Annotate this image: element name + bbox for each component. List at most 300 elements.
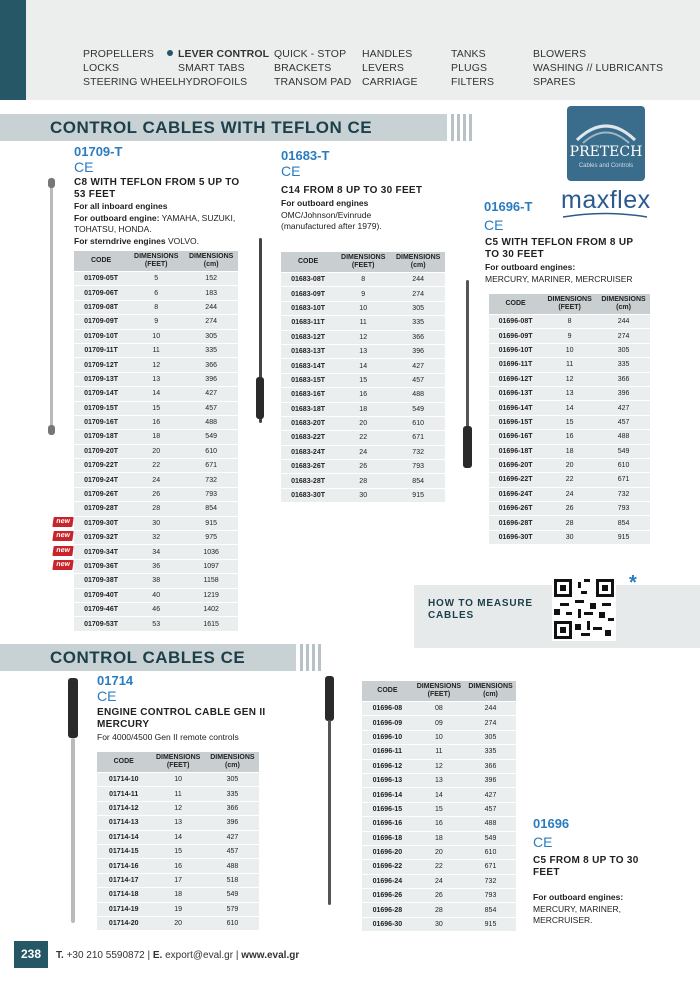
table-cell: 09 bbox=[413, 716, 465, 729]
table-cell: 01714-17 bbox=[97, 874, 150, 887]
table-cell: 244 bbox=[465, 702, 516, 715]
cable-end bbox=[68, 678, 78, 738]
table-row bbox=[74, 430, 238, 443]
table-cell: 366 bbox=[206, 802, 259, 815]
table-row bbox=[74, 531, 238, 544]
table-cell: 488 bbox=[391, 388, 445, 401]
table-cell: 13 bbox=[335, 345, 391, 358]
table-row bbox=[362, 716, 516, 729]
table-cell: 01709-30T bbox=[74, 517, 128, 530]
table-cell: 335 bbox=[391, 316, 445, 329]
table-row bbox=[74, 545, 238, 558]
table-cell: 274 bbox=[597, 329, 650, 342]
pretech-sub: Cables and Controls bbox=[578, 163, 634, 169]
table-cell: 366 bbox=[184, 358, 238, 371]
table-cell: 28 bbox=[413, 903, 465, 916]
cable-image bbox=[50, 183, 53, 428]
table-cell: 549 bbox=[184, 430, 238, 443]
table-cell: 671 bbox=[465, 860, 516, 873]
new-badge: new bbox=[52, 560, 73, 570]
table-cell: 12 bbox=[128, 358, 184, 371]
footer-contact: T. +30 210 5590872 | E. export@eval.gr | www.eval.gr bbox=[56, 950, 300, 961]
table-row bbox=[362, 731, 516, 744]
table-cell: 01709-34T bbox=[74, 545, 128, 558]
table-cell: 396 bbox=[597, 387, 650, 400]
table-cell: 396 bbox=[184, 373, 238, 386]
table-cell: 549 bbox=[465, 832, 516, 845]
table-row bbox=[362, 832, 516, 845]
table-cell: 01683-12T bbox=[281, 331, 335, 344]
table-cell: 01709-14T bbox=[74, 387, 128, 400]
table-cell: 01696-18 bbox=[362, 832, 413, 845]
section-title: CONTROL CABLES WITH TEFLON CE bbox=[50, 118, 373, 137]
table-cell: 13 bbox=[150, 816, 205, 829]
nav-link[interactable]: HYDROFOILS bbox=[178, 76, 248, 88]
table-row bbox=[362, 760, 516, 773]
nav-link[interactable]: BLOWERS bbox=[533, 48, 587, 60]
table-row bbox=[74, 330, 238, 343]
page-number: 238 bbox=[20, 947, 42, 961]
table-row bbox=[74, 344, 238, 357]
table-cell: 01696-20 bbox=[362, 846, 413, 859]
table-row bbox=[362, 817, 516, 830]
table-header-row bbox=[489, 294, 650, 314]
table-row bbox=[489, 416, 650, 429]
table-cell: 22 bbox=[128, 459, 184, 472]
cable-end bbox=[463, 426, 472, 468]
pretech-logo bbox=[567, 106, 645, 181]
table-cell: 10 bbox=[150, 773, 205, 786]
table-header: CODE bbox=[362, 681, 413, 701]
table-cell: 30 bbox=[128, 517, 184, 530]
table-cell: 01683-11T bbox=[281, 316, 335, 329]
table-cell: 01709-15T bbox=[74, 402, 128, 415]
table-cell: 01696-26T bbox=[489, 502, 542, 515]
table-cell: 01714-14 bbox=[97, 831, 150, 844]
table-cell: 24 bbox=[128, 473, 184, 486]
table-cell: 01696-15T bbox=[489, 416, 542, 429]
table-cell: 15 bbox=[335, 374, 391, 387]
table-cell: 549 bbox=[597, 445, 650, 458]
table-cell: 13 bbox=[128, 373, 184, 386]
table-cell: 732 bbox=[184, 473, 238, 486]
table-cell: 14 bbox=[128, 387, 184, 400]
cable-image bbox=[328, 720, 331, 905]
table-cell: 11 bbox=[542, 358, 597, 371]
dimensions-table bbox=[281, 251, 445, 503]
table-cell: 854 bbox=[465, 903, 516, 916]
table-cell: 34 bbox=[128, 545, 184, 558]
table-cell: 01709-10T bbox=[74, 330, 128, 343]
table-row bbox=[74, 502, 238, 515]
ce-mark: CE bbox=[533, 834, 553, 850]
table-row bbox=[489, 315, 650, 328]
table-cell: 427 bbox=[465, 788, 516, 801]
nav-column-6 bbox=[533, 47, 663, 89]
product-description: For outboard engines: MERCURY, MARINER, MERCRUISER. bbox=[533, 892, 624, 925]
table-cell: 11 bbox=[128, 344, 184, 357]
banner-stripes bbox=[451, 114, 472, 141]
table-row bbox=[97, 773, 259, 786]
table-cell: 366 bbox=[597, 373, 650, 386]
table-cell: 18 bbox=[150, 888, 205, 901]
table-cell: 20 bbox=[150, 917, 205, 930]
table-row bbox=[74, 445, 238, 458]
table-cell: 01696-09 bbox=[362, 716, 413, 729]
dimensions-table bbox=[97, 751, 259, 931]
table-cell: 01683-20T bbox=[281, 417, 335, 430]
nav-link[interactable]: SPARES bbox=[533, 76, 576, 88]
nav-column-4 bbox=[362, 47, 418, 89]
table-row bbox=[489, 387, 650, 400]
dimensions-table bbox=[362, 680, 516, 932]
table-cell: 915 bbox=[465, 918, 516, 931]
table-cell: 01709-28T bbox=[74, 502, 128, 515]
cable-image bbox=[71, 738, 75, 923]
table-cell: 01696-28 bbox=[362, 903, 413, 916]
nav-link[interactable]: BRACKETS bbox=[274, 62, 332, 74]
table-cell: 53 bbox=[128, 617, 184, 630]
nav-link[interactable]: SMART TABS bbox=[178, 62, 245, 74]
table-cell: 01696-30T bbox=[489, 531, 542, 544]
table-cell: 01683-13T bbox=[281, 345, 335, 358]
table-cell: 14 bbox=[150, 831, 205, 844]
table-cell: 01683-18T bbox=[281, 403, 335, 416]
table-cell: 08 bbox=[413, 702, 465, 715]
table-cell: 20 bbox=[413, 846, 465, 859]
table-row bbox=[74, 416, 238, 429]
table-row bbox=[74, 589, 238, 602]
table-header: DIMENSIONS (cm) bbox=[206, 752, 259, 772]
nav-link[interactable]: TRANSOM PAD bbox=[274, 76, 352, 88]
table-row bbox=[281, 417, 445, 430]
table-cell: 152 bbox=[184, 272, 238, 285]
table-row bbox=[97, 831, 259, 844]
table-cell: 11 bbox=[413, 745, 465, 758]
table-cell: 30 bbox=[335, 489, 391, 502]
table-cell: 10 bbox=[335, 302, 391, 315]
table-row bbox=[281, 460, 445, 473]
table-cell: 32 bbox=[128, 531, 184, 544]
table-cell: 305 bbox=[465, 731, 516, 744]
table-cell: 610 bbox=[597, 459, 650, 472]
table-cell: 11 bbox=[150, 787, 205, 800]
email-link[interactable]: export@eval.gr bbox=[165, 950, 234, 961]
table-row bbox=[489, 445, 650, 458]
table-row bbox=[74, 603, 238, 616]
product-description: For all inboard engines For outboard engine: YAMAHA, SUZUKI, TOHATSU, HONDA. For sterndrive engines VOLVO. bbox=[74, 201, 236, 246]
table-row bbox=[74, 402, 238, 415]
table-cell: 40 bbox=[128, 589, 184, 602]
table-row bbox=[489, 329, 650, 342]
table-cell: 01696-16 bbox=[362, 817, 413, 830]
table-cell: 610 bbox=[206, 917, 259, 930]
table-row bbox=[97, 903, 259, 916]
nav-link-active[interactable]: LEVER CONTROL bbox=[178, 48, 270, 60]
table-cell: 305 bbox=[391, 302, 445, 315]
table-cell: 01709-09T bbox=[74, 315, 128, 328]
table-cell: 01696-22T bbox=[489, 473, 542, 486]
table-cell: 488 bbox=[465, 817, 516, 830]
table-cell: 01683-08T bbox=[281, 273, 335, 286]
table-header-row bbox=[97, 752, 259, 772]
table-cell: 01709-38T bbox=[74, 574, 128, 587]
table-cell: 366 bbox=[391, 331, 445, 344]
table-cell: 01696-11 bbox=[362, 745, 413, 758]
table-row bbox=[97, 859, 259, 872]
table-cell: 15 bbox=[150, 845, 205, 858]
table-cell: 26 bbox=[413, 889, 465, 902]
qr-code[interactable] bbox=[552, 577, 616, 641]
nav-link[interactable]: PROPELLERS bbox=[83, 48, 155, 60]
table-header: DIMENSIONS (cm) bbox=[184, 251, 238, 271]
cable-end bbox=[48, 178, 55, 188]
nav-accent-bar bbox=[0, 0, 26, 100]
table-row bbox=[489, 430, 650, 443]
table-cell: 274 bbox=[184, 315, 238, 328]
table-cell: 610 bbox=[391, 417, 445, 430]
table-cell: 01696-10 bbox=[362, 731, 413, 744]
website-link[interactable]: www.eval.gr bbox=[241, 950, 300, 961]
table-row bbox=[281, 489, 445, 502]
table-cell: 610 bbox=[184, 445, 238, 458]
product-code: 01714 bbox=[97, 673, 134, 688]
table-cell: 610 bbox=[465, 846, 516, 859]
pretech-name: PRETECH bbox=[569, 144, 643, 160]
table-cell: 24 bbox=[335, 446, 391, 459]
table-cell: 8 bbox=[542, 315, 597, 328]
table-cell: 18 bbox=[128, 430, 184, 443]
table-cell: 15 bbox=[413, 803, 465, 816]
table-cell: 01709-16T bbox=[74, 416, 128, 429]
table-cell: 01714-18 bbox=[97, 888, 150, 901]
table-cell: 1615 bbox=[184, 617, 238, 630]
table-row bbox=[281, 273, 445, 286]
table-cell: 488 bbox=[206, 859, 259, 872]
table-cell: 01696-18T bbox=[489, 445, 542, 458]
table-cell: 01709-18T bbox=[74, 430, 128, 443]
table-cell: 01714-15 bbox=[97, 845, 150, 858]
table-cell: 427 bbox=[206, 831, 259, 844]
table-header: DIMENSIONS (FEET) bbox=[150, 752, 205, 772]
table-cell: 46 bbox=[128, 603, 184, 616]
table-cell: 366 bbox=[465, 760, 516, 773]
table-cell: 8 bbox=[335, 273, 391, 286]
table-cell: 915 bbox=[597, 531, 650, 544]
table-cell: 01696-10T bbox=[489, 344, 542, 357]
table-cell: 28 bbox=[335, 474, 391, 487]
table-row bbox=[362, 918, 516, 931]
table-cell: 396 bbox=[206, 816, 259, 829]
table-cell: 26 bbox=[128, 488, 184, 501]
table-row bbox=[281, 345, 445, 358]
nav-link[interactable]: TANKS bbox=[451, 48, 486, 60]
table-row bbox=[281, 431, 445, 444]
table-cell: 6 bbox=[128, 286, 184, 299]
table-row bbox=[74, 560, 238, 573]
nav-column-1 bbox=[83, 47, 178, 89]
table-cell: 01683-26T bbox=[281, 460, 335, 473]
table-header: DIMENSIONS (cm) bbox=[391, 252, 445, 272]
nav-link[interactable]: FILTERS bbox=[451, 76, 495, 88]
table-cell: 1402 bbox=[184, 603, 238, 616]
table-cell: 915 bbox=[184, 517, 238, 530]
table-header: CODE bbox=[74, 251, 128, 271]
how-to-measure-label[interactable]: HOW TO MEASURE CABLES bbox=[428, 598, 533, 621]
table-row bbox=[362, 889, 516, 902]
table-row bbox=[97, 874, 259, 887]
table-cell: 38 bbox=[128, 574, 184, 587]
nav-link[interactable]: CARRIAGE bbox=[362, 76, 418, 88]
table-cell: 22 bbox=[542, 473, 597, 486]
table-cell: 9 bbox=[128, 315, 184, 328]
table-cell: 915 bbox=[391, 489, 445, 502]
table-row bbox=[281, 446, 445, 459]
table-cell: 01714-13 bbox=[97, 816, 150, 829]
table-row bbox=[97, 816, 259, 829]
table-cell: 671 bbox=[391, 431, 445, 444]
table-cell: 549 bbox=[206, 888, 259, 901]
table-row bbox=[281, 331, 445, 344]
table-row bbox=[281, 374, 445, 387]
cable-end bbox=[256, 377, 264, 419]
table-cell: 183 bbox=[184, 286, 238, 299]
table-cell: 427 bbox=[597, 401, 650, 414]
table-cell: 36 bbox=[128, 560, 184, 573]
table-cell: 01696-11T bbox=[489, 358, 542, 371]
banner-stripes bbox=[300, 644, 321, 671]
table-row bbox=[489, 473, 650, 486]
table-row bbox=[74, 272, 238, 285]
nav-link[interactable]: QUICK - STOP bbox=[274, 48, 347, 60]
nav-link[interactable]: LOCKS bbox=[83, 62, 120, 74]
table-cell: 335 bbox=[184, 344, 238, 357]
table-cell: 457 bbox=[206, 845, 259, 858]
product-title: C8 WITH TEFLON FROM 5 UP TO 53 FEET bbox=[74, 177, 240, 200]
table-row bbox=[489, 358, 650, 371]
table-cell: 01714-11 bbox=[97, 787, 150, 800]
table-cell: 549 bbox=[391, 403, 445, 416]
table-header: CODE bbox=[489, 294, 542, 314]
maxflex-logo: maxflex bbox=[561, 186, 651, 214]
section-title: CONTROL CABLES CE bbox=[50, 648, 246, 667]
table-cell: 793 bbox=[391, 460, 445, 473]
table-cell: 244 bbox=[184, 301, 238, 314]
table-cell: 732 bbox=[465, 875, 516, 888]
nav-link[interactable]: HANDLES bbox=[362, 48, 413, 60]
table-cell: 10 bbox=[542, 344, 597, 357]
table-cell: 01696-12T bbox=[489, 373, 542, 386]
nav-link[interactable]: PLUGS bbox=[451, 62, 488, 74]
table-row bbox=[281, 403, 445, 416]
table-cell: 01714-20 bbox=[97, 917, 150, 930]
table-cell: 671 bbox=[184, 459, 238, 472]
ce-mark: CE bbox=[281, 163, 301, 179]
table-cell: 305 bbox=[184, 330, 238, 343]
table-cell: 01696-12 bbox=[362, 760, 413, 773]
table-row bbox=[74, 286, 238, 299]
table-row bbox=[362, 875, 516, 888]
table-row bbox=[362, 803, 516, 816]
phone[interactable]: +30 210 5590872 bbox=[66, 950, 145, 961]
table-row bbox=[97, 917, 259, 930]
table-row bbox=[281, 474, 445, 487]
nav-link[interactable]: LEVERS bbox=[362, 62, 405, 74]
product-code: 01696 bbox=[533, 816, 570, 831]
table-row bbox=[362, 788, 516, 801]
table-cell: 01683-09T bbox=[281, 287, 335, 300]
table-cell: 01696-28T bbox=[489, 516, 542, 529]
table-row bbox=[74, 473, 238, 486]
table-cell: 01683-22T bbox=[281, 431, 335, 444]
table-cell: 274 bbox=[465, 716, 516, 729]
table-cell: 01709-24T bbox=[74, 473, 128, 486]
table-row bbox=[489, 401, 650, 414]
table-row bbox=[489, 488, 650, 501]
table-header: DIMENSIONS (cm) bbox=[597, 294, 650, 314]
table-cell: 16 bbox=[413, 817, 465, 830]
table-row bbox=[489, 516, 650, 529]
table-cell: 244 bbox=[597, 315, 650, 328]
table-row bbox=[74, 315, 238, 328]
table-cell: 12 bbox=[335, 331, 391, 344]
table-row bbox=[74, 517, 238, 530]
table-cell: 01696-09T bbox=[489, 329, 542, 342]
table-row bbox=[97, 802, 259, 815]
table-cell: 01696-24 bbox=[362, 875, 413, 888]
table-cell: 01696-16T bbox=[489, 430, 542, 443]
table-cell: 854 bbox=[597, 516, 650, 529]
nav-link[interactable]: WASHING // LUBRICANTS bbox=[533, 62, 664, 74]
table-cell: 30 bbox=[542, 531, 597, 544]
asterisk-icon: * bbox=[629, 572, 637, 594]
email-label: E. bbox=[152, 950, 163, 961]
table-header: DIMENSIONS (FEET) bbox=[335, 252, 391, 272]
table-row bbox=[362, 846, 516, 859]
qr-code-icon bbox=[554, 579, 614, 639]
table-row bbox=[97, 888, 259, 901]
table-cell: 01696-13 bbox=[362, 774, 413, 787]
table-cell: 274 bbox=[391, 287, 445, 300]
table-cell: 01709-20T bbox=[74, 445, 128, 458]
table-header-row bbox=[362, 681, 516, 701]
table-cell: 732 bbox=[391, 446, 445, 459]
table-header: CODE bbox=[281, 252, 335, 272]
product-description: For outboard engines OMC/Johnson/Evinrude (manufactured after 1979). bbox=[281, 198, 382, 231]
table-cell: 854 bbox=[391, 474, 445, 487]
table-cell: 10 bbox=[413, 731, 465, 744]
table-cell: 30 bbox=[413, 918, 465, 931]
table-cell: 24 bbox=[413, 875, 465, 888]
table-row bbox=[281, 302, 445, 315]
dimensions-table bbox=[74, 250, 238, 632]
table-cell: 01709-32T bbox=[74, 531, 128, 544]
table-cell: 01709-53T bbox=[74, 617, 128, 630]
table-header-row bbox=[74, 251, 238, 271]
table-row bbox=[74, 617, 238, 630]
product-title: C5 FROM 8 UP TO 30 FEET bbox=[533, 855, 639, 878]
nav-link[interactable]: STEERING WHEEL bbox=[83, 76, 179, 88]
product-description: For outboard engines: MERCURY, MARINER, MERCRUISER bbox=[485, 262, 633, 284]
table-row bbox=[362, 774, 516, 787]
table-cell: 13 bbox=[542, 387, 597, 400]
ce-mark: CE bbox=[484, 217, 504, 233]
table-cell: 427 bbox=[184, 387, 238, 400]
maxflex-swoosh-icon bbox=[561, 212, 649, 220]
table-cell: 488 bbox=[597, 430, 650, 443]
table-row bbox=[281, 388, 445, 401]
table-cell: 01709-40T bbox=[74, 589, 128, 602]
